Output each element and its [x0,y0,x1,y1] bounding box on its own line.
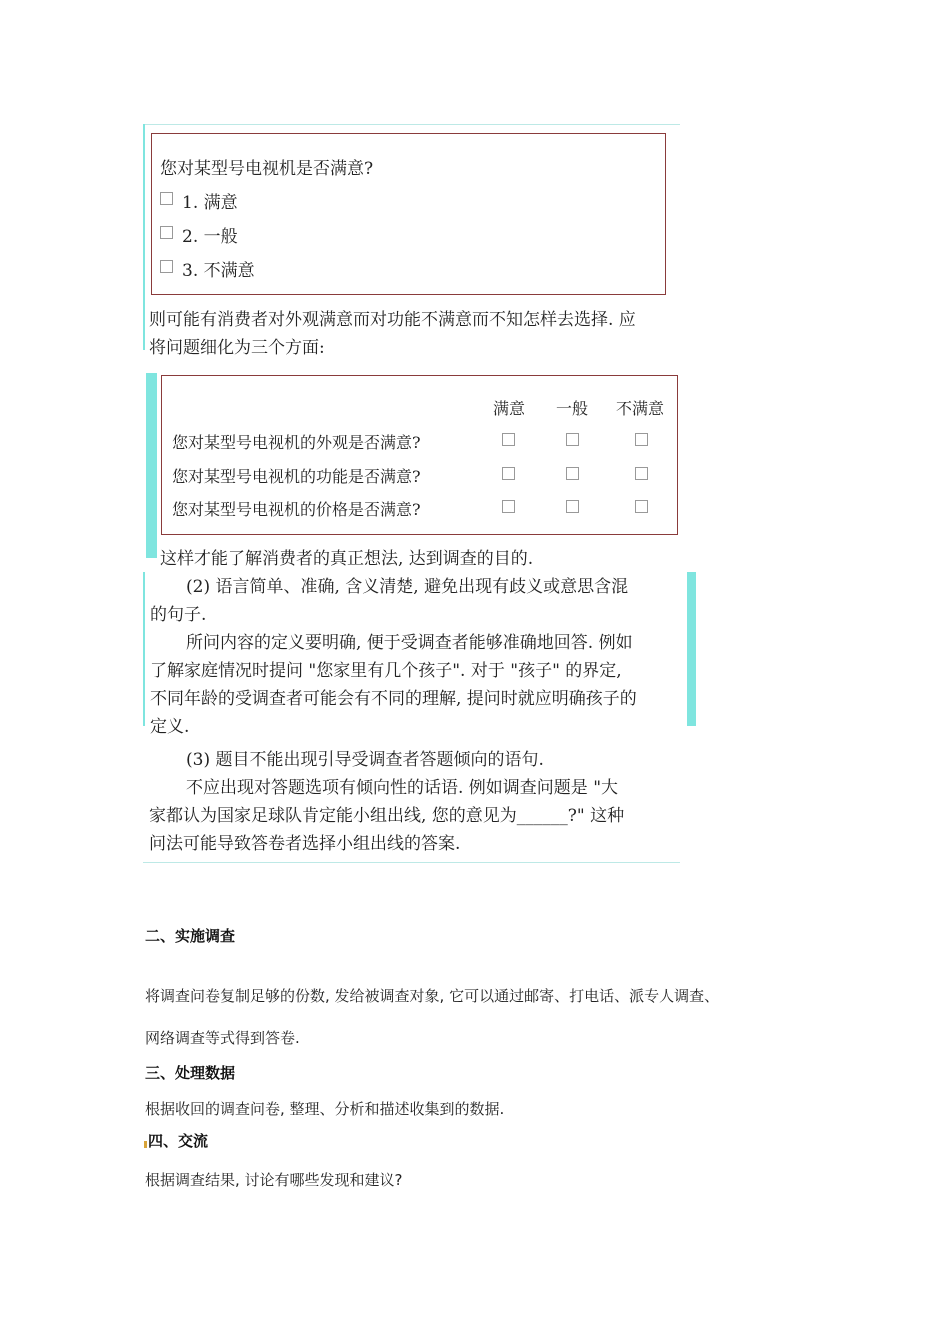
matrix-header-unsatisfied: 不满意 [616,399,665,418]
option-label-2: 2. 一般 [182,227,238,247]
matrix-checkbox-r3-c3[interactable] [635,500,648,513]
paragraph-c-clip [148,568,686,737]
section-4-text: 根据调查结果, 讨论有哪些发现和建议? [145,1171,403,1189]
paragraph-b: 这样才能了解消费者的真正想法, 达到调查的目的. [160,549,534,569]
paragraph-a-line-1: 则可能有消费者对外观满意而对功能不满意而不知怎样去选择. 应 [149,310,636,330]
matrix-checkbox-r2-c3[interactable] [635,467,648,480]
section-3-title: 三、处理数据 [145,1064,236,1082]
matrix-header-average: 一般 [556,399,589,418]
matrix-checkbox-r1-c3[interactable] [635,433,648,446]
scan-left-edge [143,124,145,350]
section-3-text: 根据收回的调查问卷, 整理、分析和描述收集到的数据. [145,1100,505,1118]
scan-right-bar-3 [687,572,696,726]
section-2-text-line-2: 网络调查等式得到答卷. [145,1029,300,1047]
paragraph-c-line-3: 所问内容的定义要明确, 便于受调查者能够准确地回答. 例如 [186,633,633,653]
matrix-checkbox-r2-c2[interactable] [566,467,579,480]
paragraph-c-line-6: 定义. [150,717,190,737]
option-checkbox-2[interactable] [160,226,173,239]
section-4-marker [144,1141,147,1148]
option-label-3: 3. 不满意 [182,261,255,281]
paragraph-d-line-1: (3) 题目不能出现引导受调查者答题倾向的语句. [186,750,544,770]
scan-bottom-rule [143,862,680,863]
scan-top-rule [143,124,680,125]
matrix-checkbox-r1-c2[interactable] [566,433,579,446]
paragraph-c-line-5: 不同年龄的受调查者可能会有不同的理解, 提问时就应明确孩子的 [150,689,637,709]
paragraph-d-line-3: 家都认为国家足球队肯定能小组出线, 您的意见为______?" 这种 [149,806,625,826]
matrix-checkbox-r1-c1[interactable] [502,433,515,446]
section-4-title: 四、交流 [148,1132,209,1150]
paragraph-b-clip [158,540,578,569]
scan-left-bar-2 [146,373,157,558]
matrix-header-satisfied: 满意 [493,399,526,418]
matrix-row-appearance: 您对某型号电视机的外观是否满意? [172,433,421,452]
scan-left-edge-3 [143,572,145,726]
paragraph-c-line-1: (2) 语言简单、准确, 含义清楚, 避免出现有歧义或意思含混 [186,577,629,597]
option-checkbox-1[interactable] [160,192,173,205]
option-checkbox-3[interactable] [160,260,173,273]
matrix-checkbox-r3-c1[interactable] [502,500,515,513]
paragraph-d-line-2: 不应出现对答题选项有倾向性的话语. 例如调查问题是 "大 [186,778,619,798]
matrix-row-function: 您对某型号电视机的功能是否满意? [172,467,421,486]
matrix-row-price: 您对某型号电视机的价格是否满意? [172,500,421,519]
section-2-text-line-1: 将调查问卷复制足够的份数, 发给被调查对象, 它可以通过邮寄、打电话、派专人调查、 [145,987,720,1005]
section-2-title: 二、实施调查 [145,927,236,945]
paragraph-d-line-4: 问法可能导致答卷者选择小组出线的答案. [149,834,461,854]
matrix-checkbox-r2-c1[interactable] [502,467,515,480]
paragraph-c-line-4: 了解家庭情况时提问 "您家里有几个孩子". 对于 "孩子" 的界定, [150,661,622,681]
matrix-checkbox-r3-c2[interactable] [566,500,579,513]
paragraph-a-line-2: 将问题细化为三个方面: [149,338,325,358]
survey-question: 您对某型号电视机是否满意? [160,159,374,179]
option-label-1: 1. 满意 [182,193,238,213]
paragraph-c-line-2: 的句子. [150,605,207,625]
